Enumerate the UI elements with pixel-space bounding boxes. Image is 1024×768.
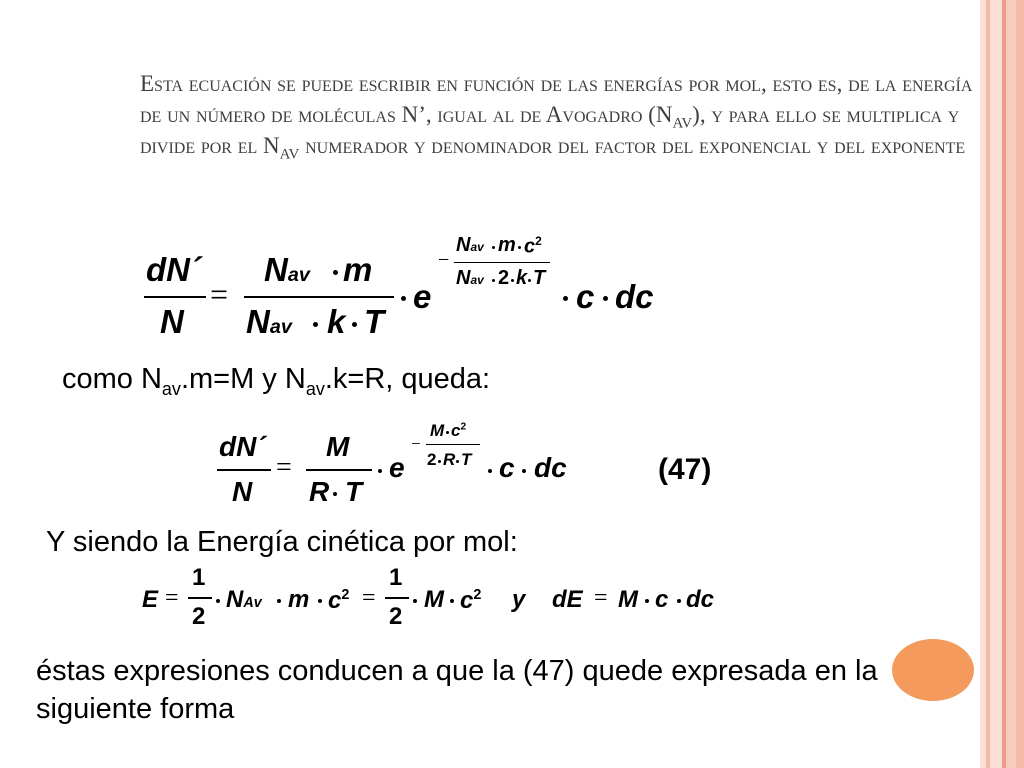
eq1-exp-N-subscript: av <box>470 273 484 287</box>
eq2-exp-minus: − <box>411 434 421 453</box>
eq1-lhs-denominator: N <box>160 303 184 340</box>
energy-line: Y siendo la Energía cinética por mol: <box>46 526 518 558</box>
eq1-N: N <box>264 251 288 288</box>
eq1-lhs-numerator: dN´ <box>146 251 201 288</box>
eq3-m: m <box>288 586 310 613</box>
eq3-half2-num: 1 <box>389 564 403 591</box>
eq3-half1-den: 2 <box>192 603 206 630</box>
eq3-dot <box>677 599 681 603</box>
eq3-equals: = <box>594 585 608 611</box>
eq3-dot <box>450 599 454 603</box>
eq1-N-subscript: av <box>287 264 310 286</box>
eq3-c <box>328 588 349 613</box>
eq3-half1-bar <box>188 597 212 599</box>
eq3-dE: dE <box>552 586 583 613</box>
intro-subscript: AV <box>672 115 693 132</box>
eq3-dot <box>277 599 281 603</box>
eq3-c3: c <box>655 586 669 613</box>
eq1-exp-N: N <box>456 234 471 256</box>
eq2-lhs-denominator: N <box>232 476 253 507</box>
eq3-N-letter: N <box>226 586 244 613</box>
eq3-M2: M <box>618 586 638 613</box>
eq1-exp-N: N <box>456 267 471 289</box>
eq1-exp-numerator-m: m <box>498 234 516 256</box>
eq3-dot <box>216 599 220 603</box>
eq3-c-letter: c <box>328 587 342 614</box>
eq1-frac-numerator-m: m <box>343 251 373 288</box>
eq1-exp-power: 2 <box>535 234 542 248</box>
eq1-exp-N-subscript: av <box>470 240 484 254</box>
eq3-dc: dc <box>686 586 715 613</box>
eq3-dot <box>413 599 417 603</box>
eq2-exp-numerator-M: M <box>430 421 445 440</box>
substitution-subscript: av <box>161 378 181 399</box>
eq2-tail-c: c <box>499 452 515 483</box>
eq2-exp-denominator-2: 2 <box>427 450 437 469</box>
substitution-text: .k=R, queda: <box>324 363 491 395</box>
eq3-dot <box>318 599 322 603</box>
eq1-exp-denominator-T: T <box>533 267 546 289</box>
substitution-subscript: av <box>305 378 325 399</box>
eq3-half2-bar <box>385 597 409 599</box>
eq3-equals: = <box>362 585 376 611</box>
eq2-equals: = <box>276 452 292 483</box>
equation-number: (47) <box>658 453 712 486</box>
eq3-E: E <box>142 586 159 613</box>
eq3-N <box>226 588 262 612</box>
eq1-e: e <box>413 278 432 315</box>
eq1-frac-denominator-T: T <box>364 303 385 340</box>
eq1-N-subscript: av <box>269 316 292 338</box>
eq1-exp-c: c <box>524 235 536 258</box>
eq1-exp-denominator-2: 2 <box>498 267 510 289</box>
eq2-exp-c: c <box>451 421 461 440</box>
eq2-exp-denominator-R: R <box>443 450 456 469</box>
intro-text: Esta ecuación se puede escribir en función de las energías por mol, esto es, de la energía de un número de moléculas N’, igual al de Avogadro (N <box>140 71 973 127</box>
eq2-frac-numerator: M <box>326 431 350 462</box>
eq1-tail-c: c <box>576 278 595 315</box>
eq2-exp-denominator-T: T <box>461 450 472 469</box>
eq3-half2-den: 2 <box>389 603 403 630</box>
substitution-text: .m=M y N <box>180 363 306 395</box>
eq1-tail-dc: dc <box>615 278 654 315</box>
closing-paragraph: éstas expresiones conducen a que la (47) quede expresada en la siguiente forma <box>36 655 878 725</box>
eq3-dot <box>645 599 649 603</box>
eq3-c2 <box>460 588 481 613</box>
eq3-equals: = <box>165 585 179 611</box>
eq3-half1-num: 1 <box>192 564 206 591</box>
eq2-exp-power: 2 <box>460 421 467 433</box>
eq3-c2-letter: c <box>460 587 474 614</box>
eq1-exp-denominator-k: k <box>516 267 528 289</box>
eq3-N-subscript: Av <box>243 595 262 611</box>
eq1-exp-minus: − <box>438 249 450 271</box>
eq1-equals: = <box>210 276 229 312</box>
intro-text: numerador y denominador del factor del exponencial y del exponente <box>299 133 966 158</box>
eq1-N: N <box>246 303 270 340</box>
eq1-frac-denominator-k: k <box>327 303 346 340</box>
eq3-M: M <box>424 586 444 613</box>
eq3-power: 2 <box>341 587 350 603</box>
eq2-frac-denominator-R: R <box>309 476 330 507</box>
eq2-frac-denominator-T: T <box>345 476 363 507</box>
eq2-e: e <box>389 452 405 483</box>
eq2-lhs-numerator: dN´ <box>219 431 266 462</box>
substitution-text: como N <box>62 363 162 395</box>
intro-subscript: AV <box>279 146 300 163</box>
eq3-power: 2 <box>473 587 482 603</box>
eq2-tail-dc: dc <box>534 452 567 483</box>
intro-text: ), y para ello se multiplica y divide por el N <box>140 102 960 158</box>
eq3-y: y <box>512 586 526 613</box>
